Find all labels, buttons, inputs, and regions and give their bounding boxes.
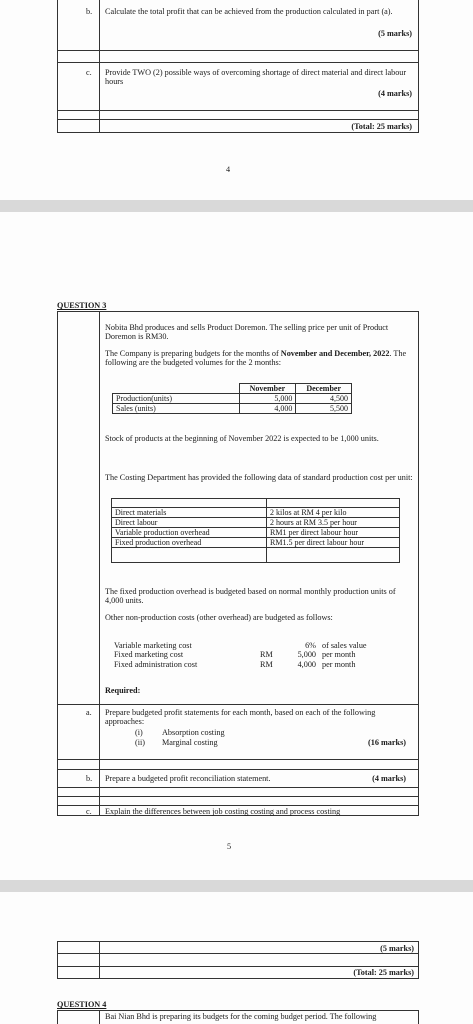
page-4-fragment <box>0 0 473 200</box>
part-b-marks: (5 marks) <box>378 29 412 38</box>
table-cell: Direct labour <box>112 518 267 528</box>
page-5 <box>0 212 473 880</box>
table-cell: 4,500 <box>296 394 352 404</box>
table-cell: RM1 per direct labour hour <box>267 528 400 538</box>
question-4-intro: Bai Nian Bhd is preparing its budgets for the coming budget period. The following <box>105 1012 377 1021</box>
table-cell: Variable production overhead <box>112 528 267 538</box>
table-cell: 2 kilos at RM 4 per kilo <box>267 508 400 518</box>
question-3-intro: Nobita Bhd produces and sells Product Doremon. The selling price per unit of Product Doremon is RM30. <box>105 323 389 342</box>
part-b-marks: (4 marks) <box>372 774 406 783</box>
non-production-costs <box>114 641 384 669</box>
table-header-december: December <box>296 384 352 394</box>
part-b-question: Prepare a budgeted profit reconciliation statement. <box>105 774 271 783</box>
budget-volume-table <box>112 383 352 414</box>
page-number: 5 <box>227 842 232 851</box>
table-cell: Fixed production overhead <box>112 538 267 548</box>
table-cell: Sales (units) <box>113 404 240 414</box>
question-4-heading: QUESTION 4 <box>57 1000 107 1009</box>
table-cell: RM1.5 per direct labour hour <box>267 538 400 548</box>
required-label: Required: <box>105 686 141 695</box>
non-production-text: Other non-production costs (other overhead) are budgeted as follows: <box>105 613 333 622</box>
table-cell: 2 hours at RM 3.5 per hour <box>267 518 400 528</box>
part-b-question: Calculate the total profit that can be achieved from the production calculated in part (a). <box>105 7 393 16</box>
part-a-i-text: Absorption costing <box>162 728 225 737</box>
table-cell: Production(units) <box>113 394 240 404</box>
fixed-overhead-text: The fixed production overhead is budgeted based on normal monthly production units of 4,000 units. <box>105 587 396 606</box>
part-c-question: Explain the differences between job costing costing and process costing <box>105 807 341 816</box>
part-a-ii-text: Marginal costing <box>162 738 218 747</box>
list-item: Fixed administration cost RM 4,000 per month <box>114 659 356 669</box>
budget-volume-text: The Company is preparing budgets for the months of November and December, 2022. The following are the budgeted volumes for the 2 months: <box>105 349 407 368</box>
table-cell: 4,000 <box>239 404 296 414</box>
table-header-empty <box>113 384 240 394</box>
table-row <box>112 508 400 518</box>
part-a-ii-number: (ii) <box>135 738 146 747</box>
part-c-label: c. <box>86 68 92 77</box>
part-b-label: b. <box>86 7 93 16</box>
table-row <box>112 518 400 528</box>
page-number: 4 <box>226 165 231 174</box>
page-6-fragment <box>0 892 473 1024</box>
part-c-question: Provide TWO (2) possible ways of overcoming shortage of direct material and direct labour hours <box>105 68 407 87</box>
part-b-label: b. <box>86 774 93 783</box>
table-cell: 5,500 <box>296 404 352 414</box>
table-header-november: November <box>239 384 296 394</box>
table-row <box>113 404 352 414</box>
table-cell: Direct materials <box>112 508 267 518</box>
total-marks: (Total: 25 marks) <box>353 968 414 977</box>
question-3-heading: QUESTION 3 <box>57 301 107 310</box>
part-c-marks: (4 marks) <box>378 89 412 98</box>
costing-dept-text: The Costing Department has provided the following data of standard production cost per unit: <box>105 473 413 482</box>
table-row <box>113 394 352 404</box>
table-row <box>112 538 400 548</box>
list-item: Fixed marketing cost RM 5,000 per month <box>114 650 356 660</box>
part-a-marks: (16 marks) <box>368 738 406 747</box>
table-row <box>112 528 400 538</box>
total-marks: (Total: 25 marks) <box>351 122 412 131</box>
part-c-label: c. <box>86 807 92 816</box>
table-cell: 5,000 <box>239 394 296 404</box>
part-a-question: Prepare budgeted profit statements for each month, based on each of the following approaches: <box>105 708 376 727</box>
marks: (5 marks) <box>380 944 414 953</box>
list-item: Variable marketing cost 6% of sales value <box>114 641 367 650</box>
opening-stock-text: Stock of products at the beginning of November 2022 is expected to be 1,000 units. <box>105 434 379 443</box>
standard-cost-table <box>111 498 400 563</box>
part-a-i-number: (i) <box>135 728 143 737</box>
part-a-label: a. <box>86 708 92 717</box>
